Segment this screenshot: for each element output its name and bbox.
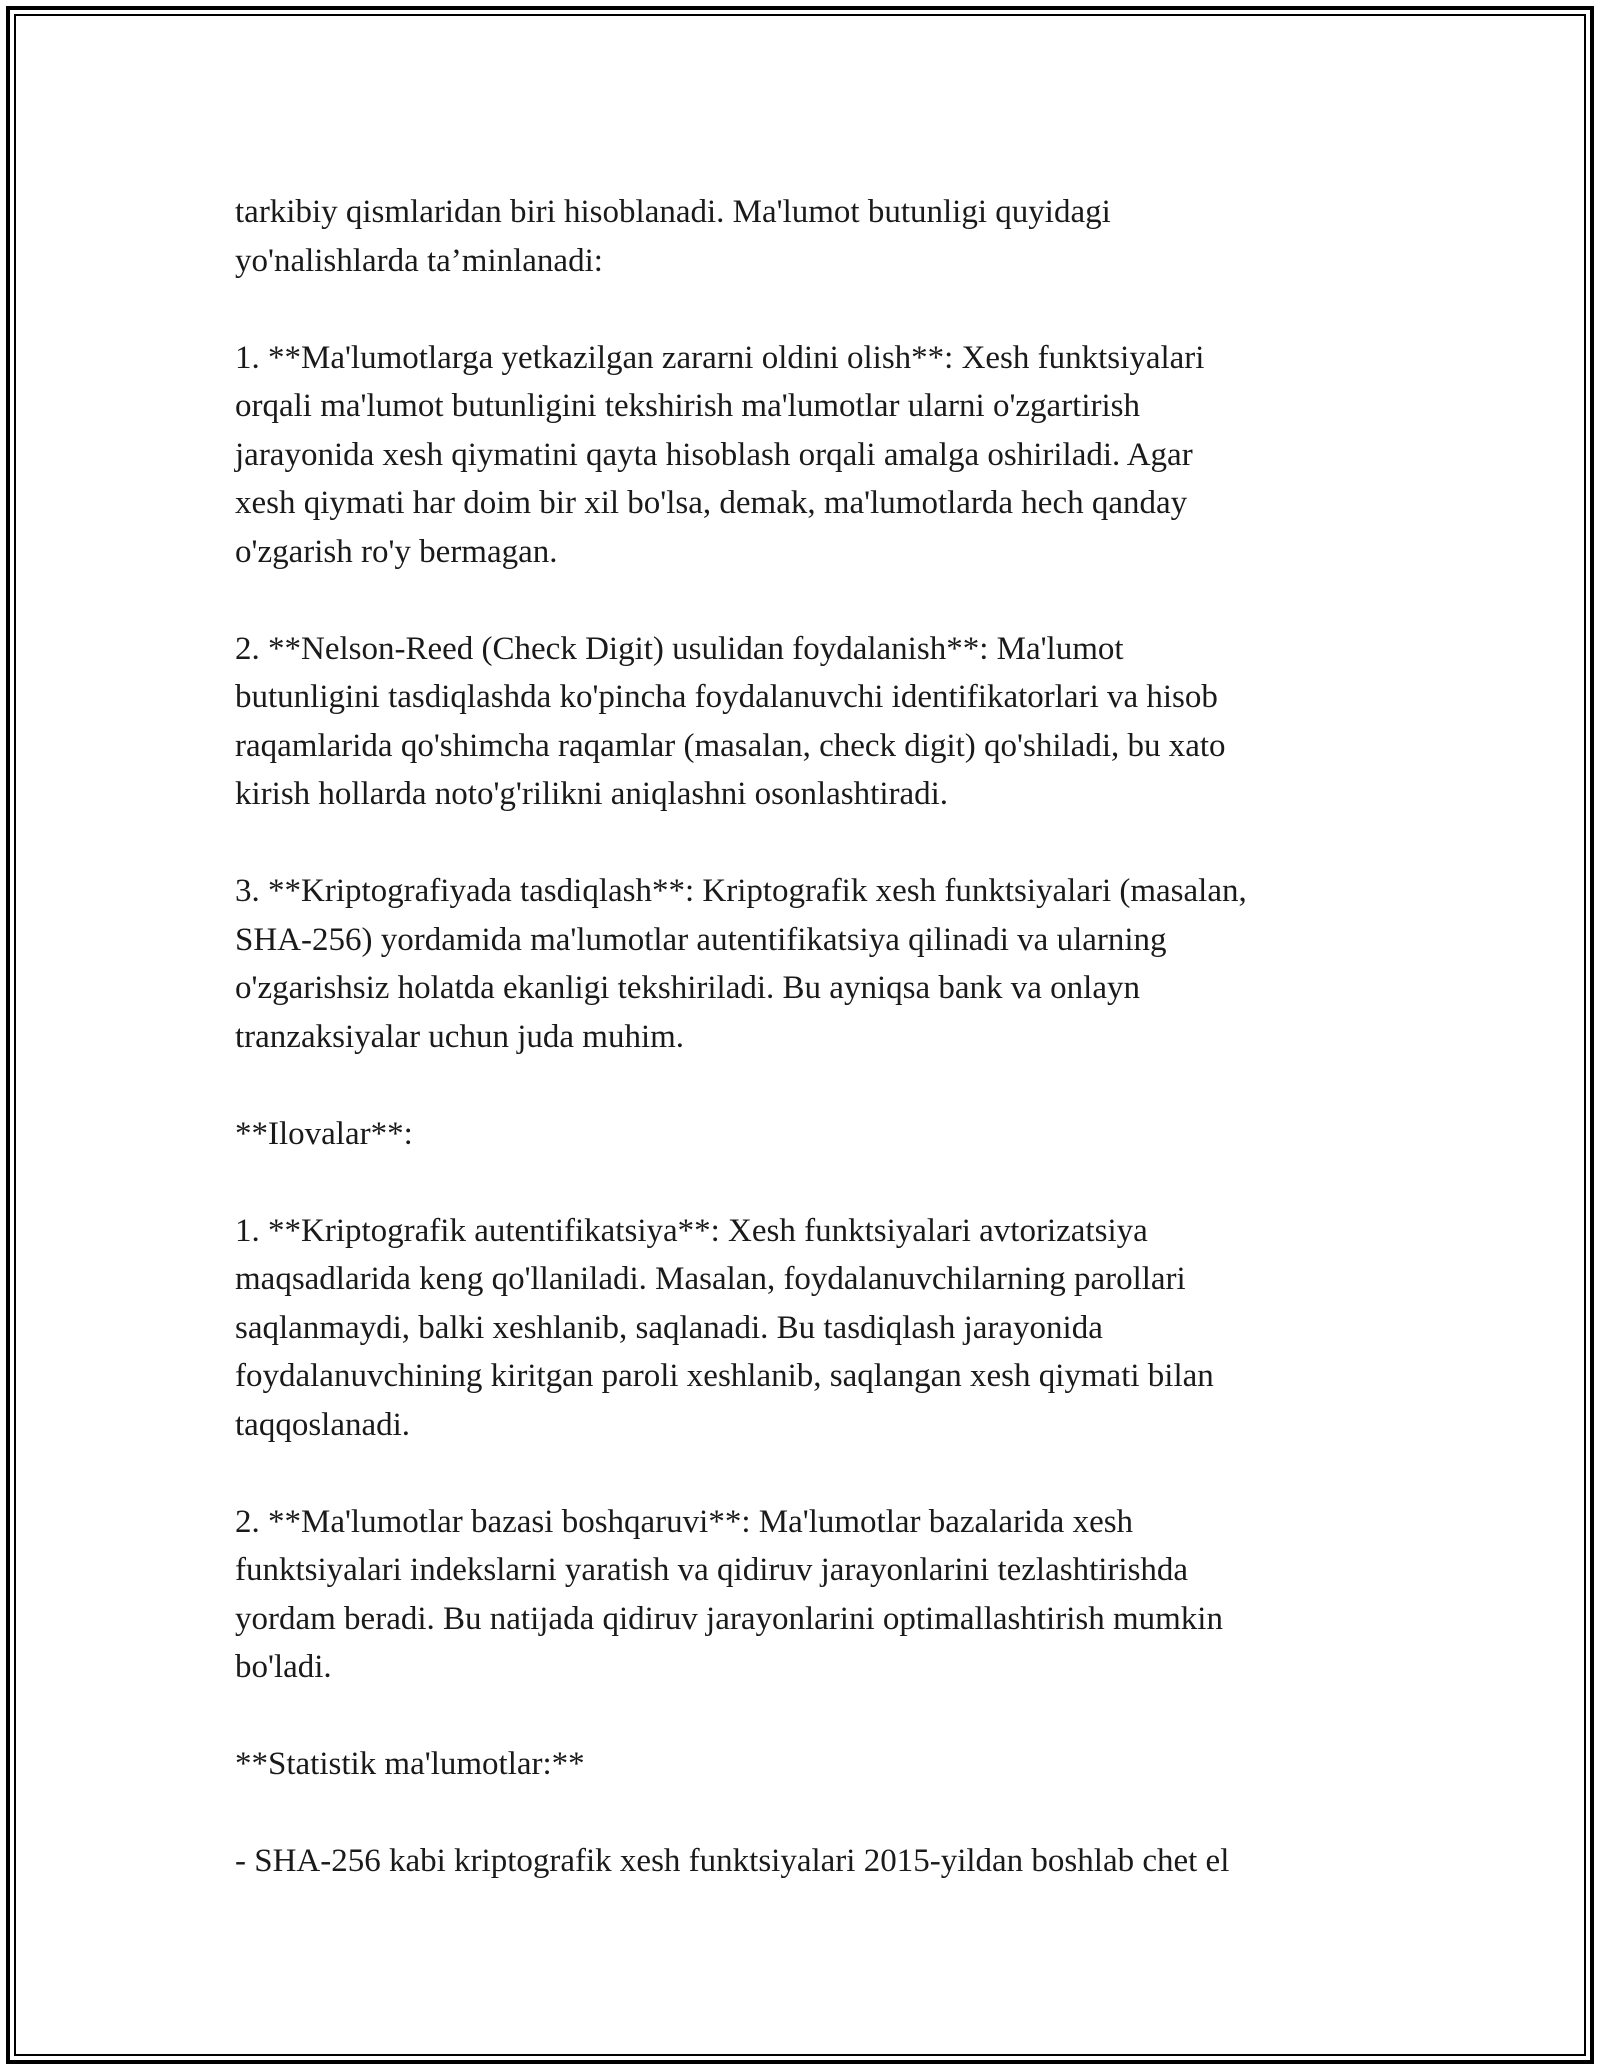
- paragraph-ilova-2: 2. **Ma'lumotlar bazasi boshqaruvi**: Ma'lumotlar bazalarida xesh funktsiyalari indekslarni yaratish va qidiruv jarayonlarini tezlashtirishda yordam beradi. Bu natijada qidiruv jarayonlarini optimallashtirish mumkin bo'ladi.: [235, 1503, 1223, 1685]
- bullet-item: - SHA-256 kabi kriptografik xesh funktsiyalari 2015-yildan boshlab chet el: [235, 1843, 1230, 1879]
- paragraph-item-1: 1. **Ma'lumotlarga yetkazilgan zararni oldini olish**: Xesh funktsiyalari orqali ma'lumot butunligini tekshirish ma'lumotlar ularni o'zgartirish jarayonida xesh qiymatini qayta hisoblash orqali amalga oshiriladi. Agar xesh qiymati har doim bir xil bo'lsa, demak, ma'lumotlarda hech qanday o'zgarish ro'y bermagan.: [235, 339, 1205, 570]
- document-body: [235, 188, 1415, 1886]
- paragraph-intro: tarkibiy qismlaridan biri hisoblanadi. Ma'lumot butunligi quyidagi yo'nalishlarda ta’minlanadi:: [235, 194, 1111, 279]
- paragraph-item-2: 2. **Nelson-Reed (Check Digit) usulidan foydalanish**: Ma'lumot butunligini tasdiqlashda ko'pincha foydalanuvchi identifikatorlari va hisob raqamlarida qo'shimcha raqamlar (masalan, check digit) qo'shiladi, bu xato kirish hollarda noto'g'rilikni aniqlashni osonlashtiradi.: [235, 630, 1226, 812]
- paragraph-item-3: 3. **Kriptografiyada tasdiqlash**: Kriptografik xesh funktsiyalari (masalan, SHA-256) yordamida ma'lumotlar autentifikatsiya qilinadi va ularning o'zgarishsiz holatda ekanligi tekshiriladi. Bu ayniqsa bank va onlayn tranzaksiyalar uchun juda muhim.: [235, 873, 1247, 1055]
- section-heading-ilovalar: **Ilovalar**:: [235, 1115, 413, 1152]
- section-heading-statistik: **Statistik ma'lumotlar:**: [235, 1746, 585, 1782]
- paragraph-ilova-1: 1. **Kriptografik autentifikatsiya**: Xesh funktsiyalari avtorizatsiya maqsadlarida keng qo'llaniladi. Masalan, foydalanuvchilarning parollari saqlanmaydi, balki xeshlanib, saqlanadi. Bu tasdiqlash jarayonida foydalanuvchining kiritgan paroli xeshlanib, saqlangan xesh qiymati bilan taqqoslanadi.: [235, 1212, 1214, 1443]
